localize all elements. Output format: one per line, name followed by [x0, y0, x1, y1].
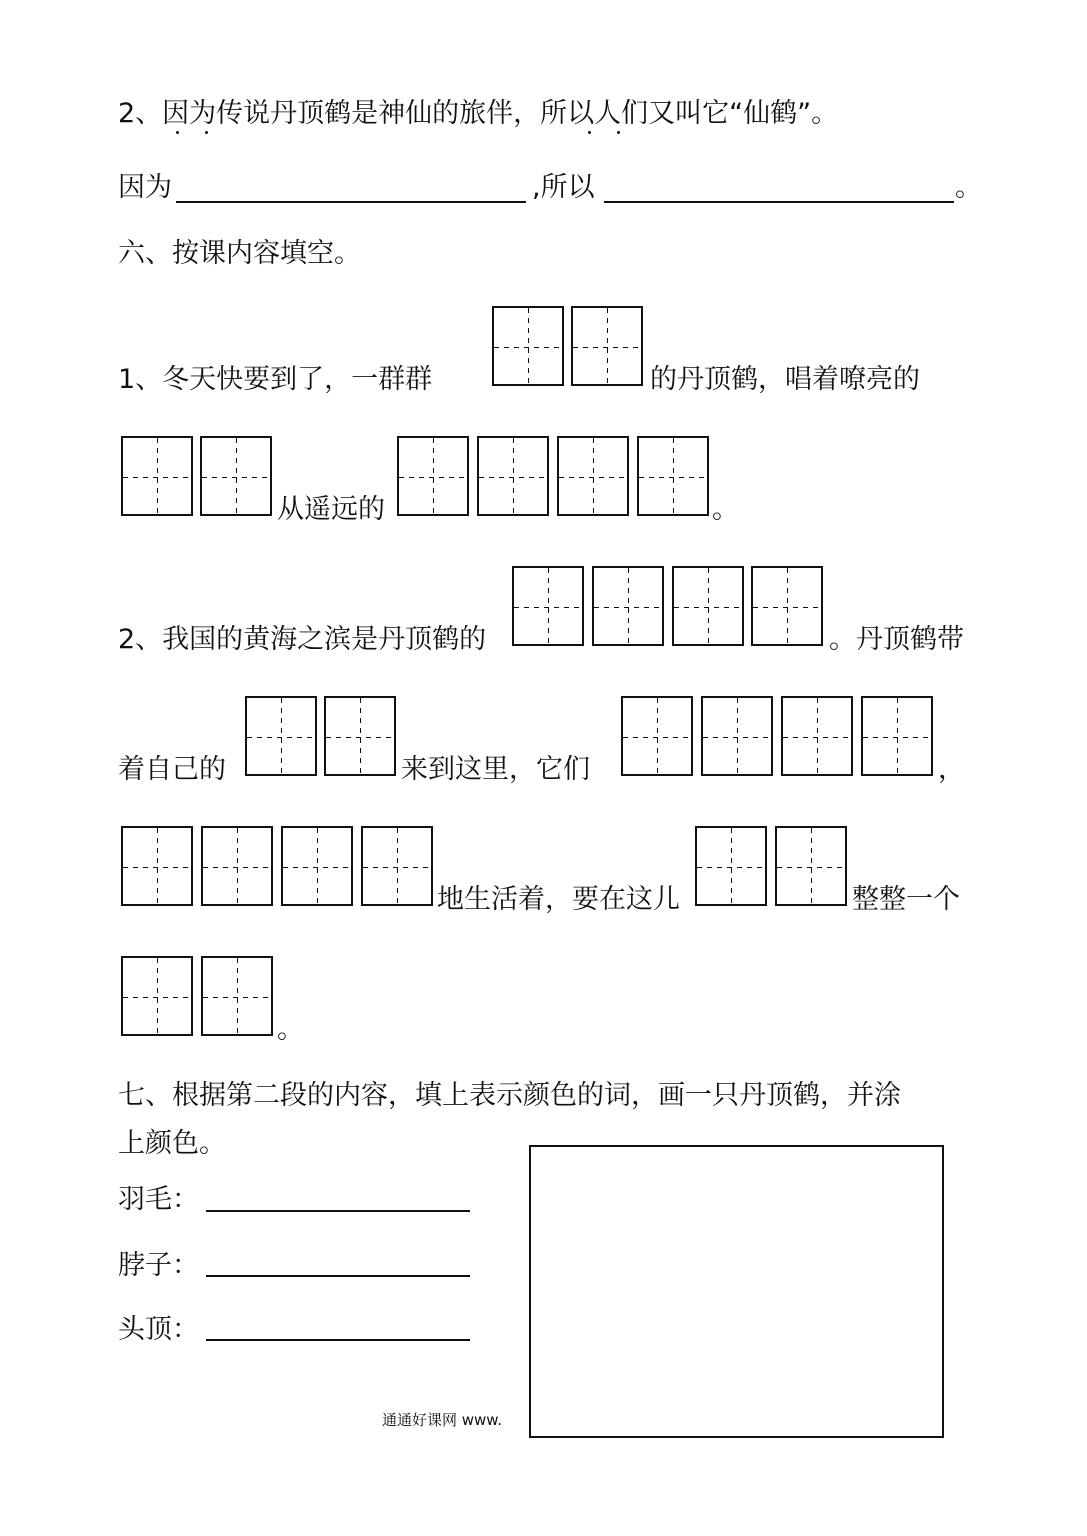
because-label: 因为	[118, 172, 172, 203]
char-box[interactable]	[751, 566, 823, 646]
emphasis-dot	[617, 131, 620, 134]
char-box[interactable]	[571, 306, 643, 386]
section6-heading: 六、按课内容填空。	[118, 238, 361, 269]
char-box[interactable]	[281, 826, 353, 906]
s6-item2-text-d: 来到这里，它们	[401, 754, 590, 785]
char-box[interactable]	[121, 826, 193, 906]
char-box[interactable]	[775, 826, 847, 906]
emphasis-dot	[176, 131, 179, 134]
char-box[interactable]	[201, 956, 273, 1036]
s6-item2-text-a: 2、我国的黄海之滨是丹顶鹤的	[118, 624, 487, 655]
s6-item2-text-h: 。	[277, 1014, 304, 1045]
char-box[interactable]	[201, 826, 273, 906]
char-box[interactable]	[621, 696, 693, 776]
char-box[interactable]	[701, 696, 773, 776]
crown-label: 头顶：	[118, 1314, 199, 1345]
emphasis-dot	[205, 131, 208, 134]
crown-blank[interactable]	[206, 1339, 470, 1341]
section7-heading-line2: 上颜色。	[118, 1128, 226, 1159]
feather-label: 羽毛：	[118, 1184, 199, 1215]
neck-blank[interactable]	[206, 1275, 470, 1277]
s6-item1-text-a: 1、冬天快要到了，一群群	[118, 364, 433, 395]
s6-item1-text-b: 的丹顶鹤，唱着嘹亮的	[650, 364, 920, 395]
s6-item2-text-c: 着自己的	[118, 754, 226, 785]
feather-blank[interactable]	[206, 1210, 470, 1212]
char-box[interactable]	[557, 436, 629, 516]
drawing-area[interactable]	[529, 1145, 944, 1438]
char-box[interactable]	[121, 436, 193, 516]
s6-item1-text-c: 从遥远的	[277, 494, 385, 525]
section7-heading-line1: 七、根据第二段的内容，填上表示颜色的词，画一只丹顶鹤，并涂	[118, 1080, 901, 1111]
char-box[interactable]	[245, 696, 317, 776]
char-box[interactable]	[397, 436, 469, 516]
char-box[interactable]	[512, 566, 584, 646]
s6-item1-text-d: 。	[712, 494, 739, 525]
char-box[interactable]	[637, 436, 709, 516]
s6-item2-text-g: 整整一个	[852, 884, 960, 915]
neck-label: 脖子：	[118, 1250, 199, 1281]
char-box[interactable]	[592, 566, 664, 646]
q5-item2-sentence: 2、因为传说丹顶鹤是神仙的旅伴，所以人们又叫它“仙鹤”。	[118, 98, 839, 129]
footer-site: 通通好课网 www.	[382, 1411, 502, 1429]
s6-item2-text-e: ，	[938, 754, 965, 785]
char-box[interactable]	[121, 956, 193, 1036]
because-blank[interactable]	[176, 201, 526, 203]
char-box[interactable]	[781, 696, 853, 776]
s6-item2-text-b: 。丹顶鹤带	[829, 624, 964, 655]
char-box[interactable]	[361, 826, 433, 906]
so-label: ,所以	[532, 172, 595, 203]
period: 。	[955, 172, 982, 203]
emphasis-dot	[588, 131, 591, 134]
char-box[interactable]	[200, 436, 272, 516]
char-box[interactable]	[324, 696, 396, 776]
so-blank[interactable]	[604, 201, 954, 203]
char-box[interactable]	[492, 306, 564, 386]
char-box[interactable]	[477, 436, 549, 516]
char-box[interactable]	[695, 826, 767, 906]
s6-item2-text-f: 地生活着，要在这儿	[437, 884, 680, 915]
char-box[interactable]	[672, 566, 744, 646]
char-box[interactable]	[861, 696, 933, 776]
